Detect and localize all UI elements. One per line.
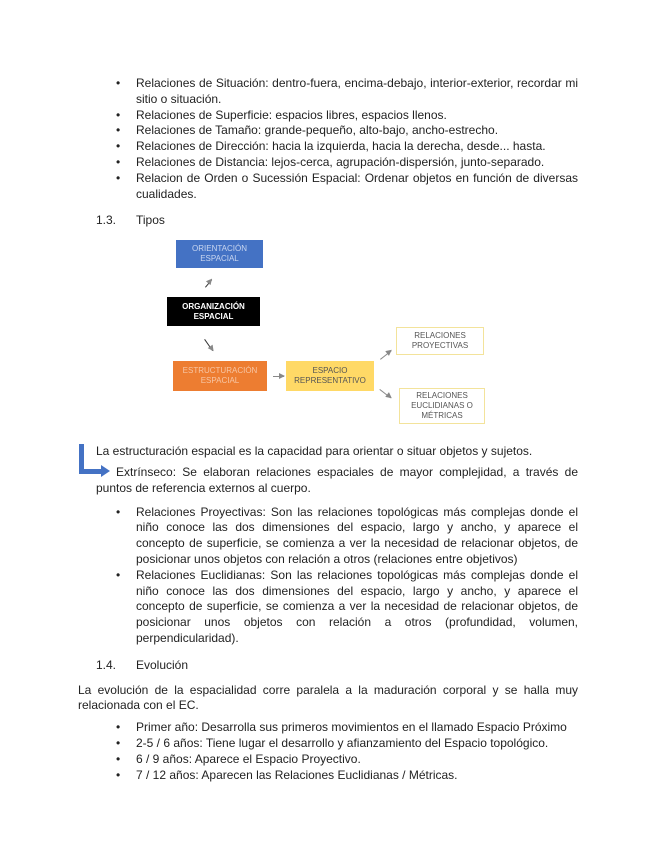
estructuracion-block [78, 444, 578, 496]
list-item: • Primer año: Desarrolla sus primeros movimientos en el llamado Espacio Próximo [78, 720, 578, 736]
box-organizacion: ORGANIZACIÓN ESPACIAL [167, 297, 260, 326]
section-number: 1.3. [96, 213, 117, 228]
list-item: • Relacion de Orden o Sucessión Espacial: Ordenar objetos en función de diversas cualidades. [78, 171, 578, 203]
box-estructuracion: ESTRUCTURACIÓN ESPACIAL [173, 361, 267, 391]
relaciones-tipos-list [78, 505, 578, 647]
arrow-icon [380, 351, 392, 360]
arrow-icon [204, 339, 213, 351]
arrow-icon [205, 280, 212, 288]
arrow-icon [273, 376, 284, 377]
box-orientacion: ORIENTACIÓN ESPACIAL [176, 240, 263, 268]
section-heading-tipos [78, 213, 578, 229]
list-item: • Relaciones Proyectivas: Son las relaciones topológicas más complejas donde el niño conoce las dos dimensiones del espacio, largo y ancho, y aparece el concepto de superficie, se comienza a ver la necesidad de relacionar objetos, de posicionar unos objetos con relación a otros (relaciones entre objetivos) [78, 505, 578, 568]
list-item: • Relaciones de Superficie: espacios libres, espacios llenos. [78, 108, 578, 124]
list-item: • Relaciones de Distancia: lejos-cerca, agrupación-dispersión, junto-separado. [78, 155, 578, 171]
section-title: Evolución [136, 657, 189, 672]
list-item: • Relaciones de Situación: dentro-fuera, encima-debajo, interior-exterior, recordar mi sitio o situación. [78, 76, 578, 108]
relations-list [78, 76, 578, 202]
box-representativo: ESPACIO REPRESENTATIVO [286, 361, 374, 391]
list-item: • Relaciones de Dirección: hacia la izquierda, hacia la derecha, desde... hasta. [78, 139, 578, 155]
estructuracion-paragraph: La estructuración espacial es la capacidad para orientar o situar objetos y sujetos. [96, 444, 533, 459]
list-item: • Relaciones de Tamaño: grande-pequeño, alto-bajo, ancho-estrecho. [78, 123, 578, 139]
list-item: • 6 / 9 años: Aparece el Espacio Proyectivo. [78, 752, 578, 768]
evolucion-list [78, 720, 578, 783]
box-euclidianas: RELACIONES EUCLIDIANAS O MÉTRICAS [399, 388, 485, 424]
list-item: • Relaciones Euclidianas: Son las relaciones topológicas más complejas donde el niño conoce las dos dimensiones del espacio, largo y ancho, y aparece el concepto de superficie, se comienza a ver la necesidad de relacionar objetos, de posicionar unos objetos con relación a otros (profundidad, volumen, perpendicularidad). [78, 568, 578, 647]
evolucion-paragraph: La evolución de la espacialidad corre paralela a la maduración corporal y se halla muy relacionada con el EC. [78, 682, 578, 713]
arrow-icon [379, 389, 391, 398]
section-heading-evolucion [78, 658, 578, 674]
section-number: 1.4. [96, 657, 117, 672]
section-title: Tipos [136, 213, 165, 228]
box-proyectivas: RELACIONES PROYECTIVAS [396, 327, 484, 355]
diagram [78, 229, 578, 444]
extrinseco-paragraph: Extrínseco: Se elaboran relaciones espaciales de mayor complejidad, a través de puntos de referencia externos al cuerpo. [96, 464, 578, 495]
list-item: • 7 / 12 años: Aparecen las Relaciones Euclidianas / Métricas. [78, 768, 578, 784]
list-item: • 2-5 / 6 años: Tiene lugar el desarrollo y afianzamiento del Espacio topológico. [78, 736, 578, 752]
